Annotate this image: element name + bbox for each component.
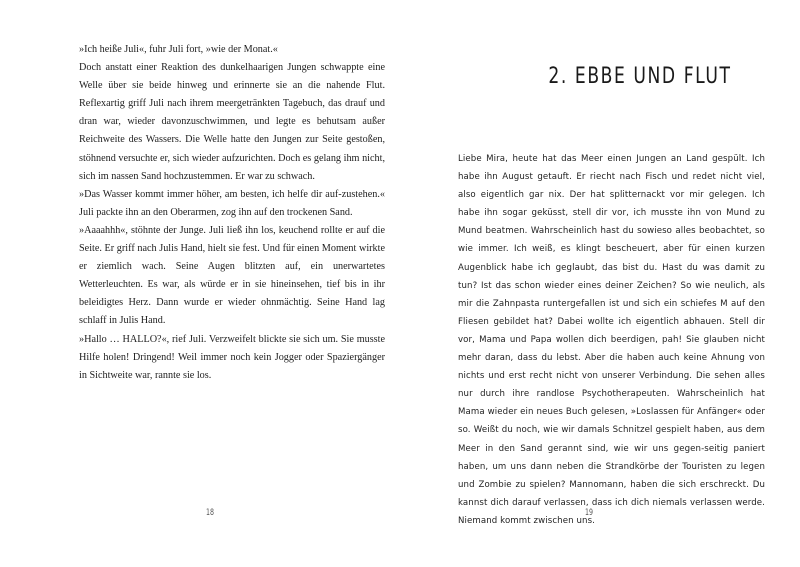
diary-entry: [458, 150, 765, 530]
page-number-left: 18: [205, 508, 215, 518]
paragraph: »Das Wasser kommt immer höher, am besten, ich helfe dir auf-zustehen.« Juli packte ihn an den Oberarmen, zog ihn auf den trockenen Sand.: [79, 188, 385, 218]
paragraph: »Aaaahhh«, stöhnte der Junge. Juli ließ ihn los, keuchend rollte er auf die Seite. Er griff nach Julis Hand, hielt sie fest. Und für einen Moment wirkte er ziemlich wach. Seine Augen blitzten auf, ein unerwartetes Wetterleuchten. Es war, als würde er in sie hineinsehen, tief bis in ihr beleidigtes Herz. Dann wurde er wieder ohnmächtig. Seine Hand lag schlaff in Julis Hand.: [79, 224, 385, 327]
paragraph: Doch anstatt einer Reaktion des dunkelhaarigen Jungen schwappte eine Welle über sie beide hinweg und erinnerte sie an die nahende Flut. Reflexartig griff Juli nach ihrem meergetränkten Tagebuch, das drauf und dran war, wieder davonzuschwimmen, und legte es behutsam außer Reichweite des Wassers. Die Welle hatte den Jungen zur Seite gestoßen, stöhnend versuchte er, sich wieder aufzurichten. Doch es gelang ihm nicht, sich im nassen Sand hochzustemmen. Er war zu schwach.: [79, 62, 385, 182]
paragraph: »Hallo … HALLO?«, rief Juli. Verzweifelt blickte sie sich um. Sie musste Hilfe holen! Dringend! Weil immer noch kein Jogger oder Spaziergänger in Sichtweite war, rannte sie los.: [79, 333, 385, 381]
left-page-body: [79, 41, 385, 385]
page-number-right: 19: [584, 508, 594, 518]
chapter-title: 2. EBBE UND FLUT: [548, 63, 732, 89]
right-page: [400, 0, 800, 567]
diary-paragraph: Liebe Mira, heute hat das Meer einen Jungen an Land gespült. Ich habe ihn August getauft. Er riecht nach Fisch und redet nicht viel, also eigentlich gar nix. Der hat splitternackt vor mir gelegen. Ich habe ihn sogar geküsst, stell dir vor, ich musste ihn von Mund zu Mund beatmen. Wahrscheinlich hast du sowieso alles beobachtet, so wie immer. Ich weiß, es klingt bescheuert, aber für einen kurzen Augenblick habe ich geglaubt, das bist du. Hast du was damit zu tun? Ist das schon wieder eines deiner Zeichen? So wie neulich, als mir die Zahnpasta runtergefallen ist und sich ein schiefes M auf den Fliesen gebildet hat? Dabei wollte ich eigentlich abhauen. Stell dir vor, Mama und Papa wollen dich beerdigen, pah! Sie glauben nicht mehr daran, dass du lebst. Aber die haben auch keine Ahnung von nichts und erst recht nicht von unserer Verbindung. Die sehen alles nur durch ihre randlose Psychotherapeuten. Wahrscheinlich hat Mama wieder ein neues Buch gelesen, »Loslassen für Anfänger« oder so. Weißt du noch, wie wir damals Schnitzel gespielt haben, aus dem Meer in den Sand gerannt sind, wie wir uns gegen-seitig paniert haben, um uns dann neben die Strandkörbe der Touristen zu legen und Zombie zu spielen? Mannomann, haben die sich erschreckt. Du kannst dich darauf verlassen, dass ich dich niemals verlassen werde. Niemand kommt zwischen uns.: [458, 154, 765, 526]
paragraph: »Ich heiße Juli«, fuhr Juli fort, »wie der Monat.«: [79, 44, 278, 55]
